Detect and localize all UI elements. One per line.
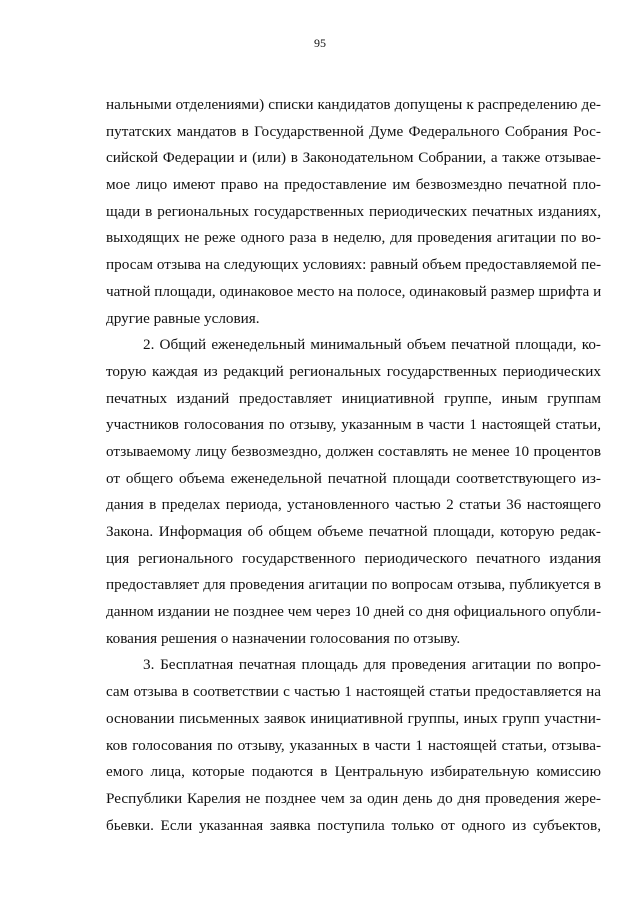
text-line: бьевки. Если указанная заявка поступила только от одного из субъектов, bbox=[106, 816, 601, 834]
text-line: ков голосования по отзыву, указанных в части 1 настоящей статьи, отзыва- bbox=[106, 736, 601, 754]
text-line: от общего объема еженедельной печатной площади соответствующего из- bbox=[106, 469, 601, 487]
text-line: торую каждая из редакций региональных государственных периодических bbox=[106, 362, 601, 380]
text-line: чатной площади, одинаковое место на полосе, одинаковый размер шрифта и bbox=[106, 282, 602, 300]
text-line: печатных изданий предоставляет инициативной группе, иным группам bbox=[106, 389, 601, 407]
text-line: сийской Федерации и (или) в Законодательном Собрании, а также отзывае- bbox=[106, 149, 601, 167]
text-line: ция регионального государственного периодического печатного издания bbox=[106, 549, 601, 567]
page-number: 95 bbox=[314, 36, 326, 50]
paragraph-start-line: 3. Бесплатная печатная площадь для проведения агитации по вопро- bbox=[143, 656, 601, 674]
text-line: щади в региональных государственных периодических печатных изданиях, bbox=[106, 202, 601, 220]
text-line: сам отзыва в соответствии с частью 1 настоящей статьи предоставляется на bbox=[106, 683, 601, 701]
paragraph-start-line: 2. Общий еженедельный минимальный объем печатной площади, ко- bbox=[143, 336, 601, 354]
text-line: путатских мандатов в Государственной Думе Федерального Собрания Рос- bbox=[106, 122, 601, 140]
text-line: основании письменных заявок инициативной группы, иных групп участни- bbox=[106, 709, 601, 727]
text-line: предоставляет для проведения агитации по вопросам отзыва, публикуется в bbox=[106, 576, 601, 594]
text-line: просам отзыва на следующих условиях: равный объем предоставляемой пе- bbox=[106, 256, 601, 274]
text-line: дания в пределах периода, установленного частью 2 статьи 36 настоящего bbox=[106, 496, 601, 514]
text-line: мое лицо имеют право на предоставление им безвозмездно печатной пло- bbox=[106, 176, 601, 194]
paragraph-end-line: кования решения о назначении голосования по отзыву. bbox=[106, 629, 461, 647]
text-line: емого лица, которые подаются в Центральную избирательную комиссию bbox=[106, 763, 601, 781]
text-line: Закона. Информация об общем объеме печатной площади, которую редак- bbox=[106, 523, 601, 540]
text-line: нальными отделениями) списки кандидатов допущены к распределению де- bbox=[106, 96, 601, 113]
paragraph-end-line: другие равные условия. bbox=[106, 309, 260, 327]
text-line: отзываемому лицу безвозмездно, должен составлять не менее 10 процентов bbox=[106, 442, 601, 460]
text-line: выходящих не реже одного раза в неделю, для проведения агитации по во- bbox=[106, 229, 601, 247]
document-body bbox=[106, 92, 601, 839]
text-line: данном издании не позднее чем через 10 дней со дня официального опубли- bbox=[106, 603, 601, 621]
text-line: Республики Карелия не позднее чем за один день до дня проведения жере- bbox=[106, 789, 601, 807]
text-line: участников голосования по отзыву, указанным в части 1 настоящей статьи, bbox=[106, 416, 601, 434]
